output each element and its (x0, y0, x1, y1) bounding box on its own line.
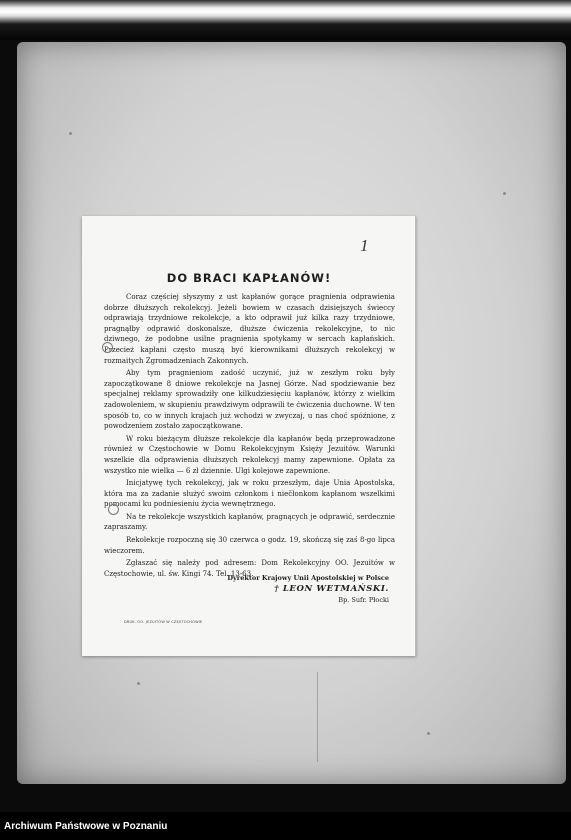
signature-block (227, 573, 389, 606)
board-speck (69, 132, 72, 135)
letter-title: DO BRACI KAPŁANÓW! (166, 271, 332, 285)
paragraph: Coraz częściej słyszymy z ust kapłanów gorące pragnienia odprawienia dobrze dłuższych rekolekcyj. Jeżeli bowiem w czasach dzisiejszych świeccy odprawiają trzydniowe rekolekcje, a kto odprawił już kilka razy trzydniowe, pragnąłby odprawić doskonalsze, dłuższe ćwiczenia rekolekcyjne, to nic dziwnego, że podobne usilne pragnienia spotykamy w sercach kapłańskich. Przecież kapłani często muszą być kierownikami dłuższych rekolekcyj w rozmaitych Zgromadzeniach Zakonnych. (104, 293, 395, 365)
page-number: 1 (360, 236, 369, 255)
punch-hole-icon (102, 342, 113, 353)
paragraph: Na te rekolekcje wszystkich kapłanów, pragnących je odprawić, serdecznie zapraszamy. (104, 512, 395, 532)
paragraph: Zgłaszać się należy pod adresem: Dom Rekolekcyjny OO. Jezuitów w Częstochowie, ul. św. Kingi 74. Tel. 13-63. (104, 559, 395, 578)
paragraph: W roku bieżącym dłuższe rekolekcje dla kapłanów będą przeprowadzone również w Częstochowie w Domu Rekolekcyjnym Księży Jezuitów. Warunki wszelkie dla odprawienia dłuższych rekolekcyj mamy zapewnione. Opłata za wszystko nie wielka — 6 zł dziennie. Ulgi kolejowe zapewnione. (104, 434, 395, 475)
archive-footer (0, 812, 571, 840)
board-crease (317, 672, 318, 762)
paragraph: Rekolekcje rozpoczną się 30 czerwca o godz. 19, skończą się zaś 8-go lipca wieczorem. (104, 536, 395, 555)
paragraph: Inicjatywę tych rekolekcyj, jak w roku przeszłym, daje Unia Apostolska, która ma za zadanie służyć swoim członkom i niečłonkom kapłanom wszelkimi pomocami ku podniesieniu życia wewnętrznego. (104, 479, 395, 509)
board-speck (427, 732, 430, 735)
punch-hole-icon (108, 504, 119, 515)
signature-name: † LEON WETMAŃSKI. (274, 584, 389, 594)
archive-label: Archiwum Państwowe w Poznaniu (4, 821, 168, 832)
paragraph: Aby tym pragnieniom zadość uczynić, już w zeszłym roku były zapoczątkowane 8 dniowe rekolekcje na Jasnej Górze. Nad spodziewanie bez specjalnej reklamy sprowadziły one kilkudziesięciu kapłanów, którzy z wielkim zadowoleniem, w skupieniu prawdziwym odprawili te ćwiczenia duchowne. W ten sposób to, co w innych krajach już wchodzi w zwyczaj, u nas choć spóźnione, z powodzeniem zostało zapoczątkowane. (104, 369, 395, 431)
board-speck (503, 192, 506, 195)
film-strip-top (0, 0, 571, 40)
board-speck (137, 682, 140, 685)
signature-title: Bp. Sufr. Płocki (338, 596, 389, 604)
signature-role: Dyrektor Krajowy Unii Apostolskiej w Polsce (227, 574, 389, 582)
printed-letter (82, 216, 416, 656)
printer-mark: DRUK. OO. JEZUITÓW W CZĘSTOCHOWIE (124, 620, 203, 624)
letter-body (104, 292, 395, 581)
